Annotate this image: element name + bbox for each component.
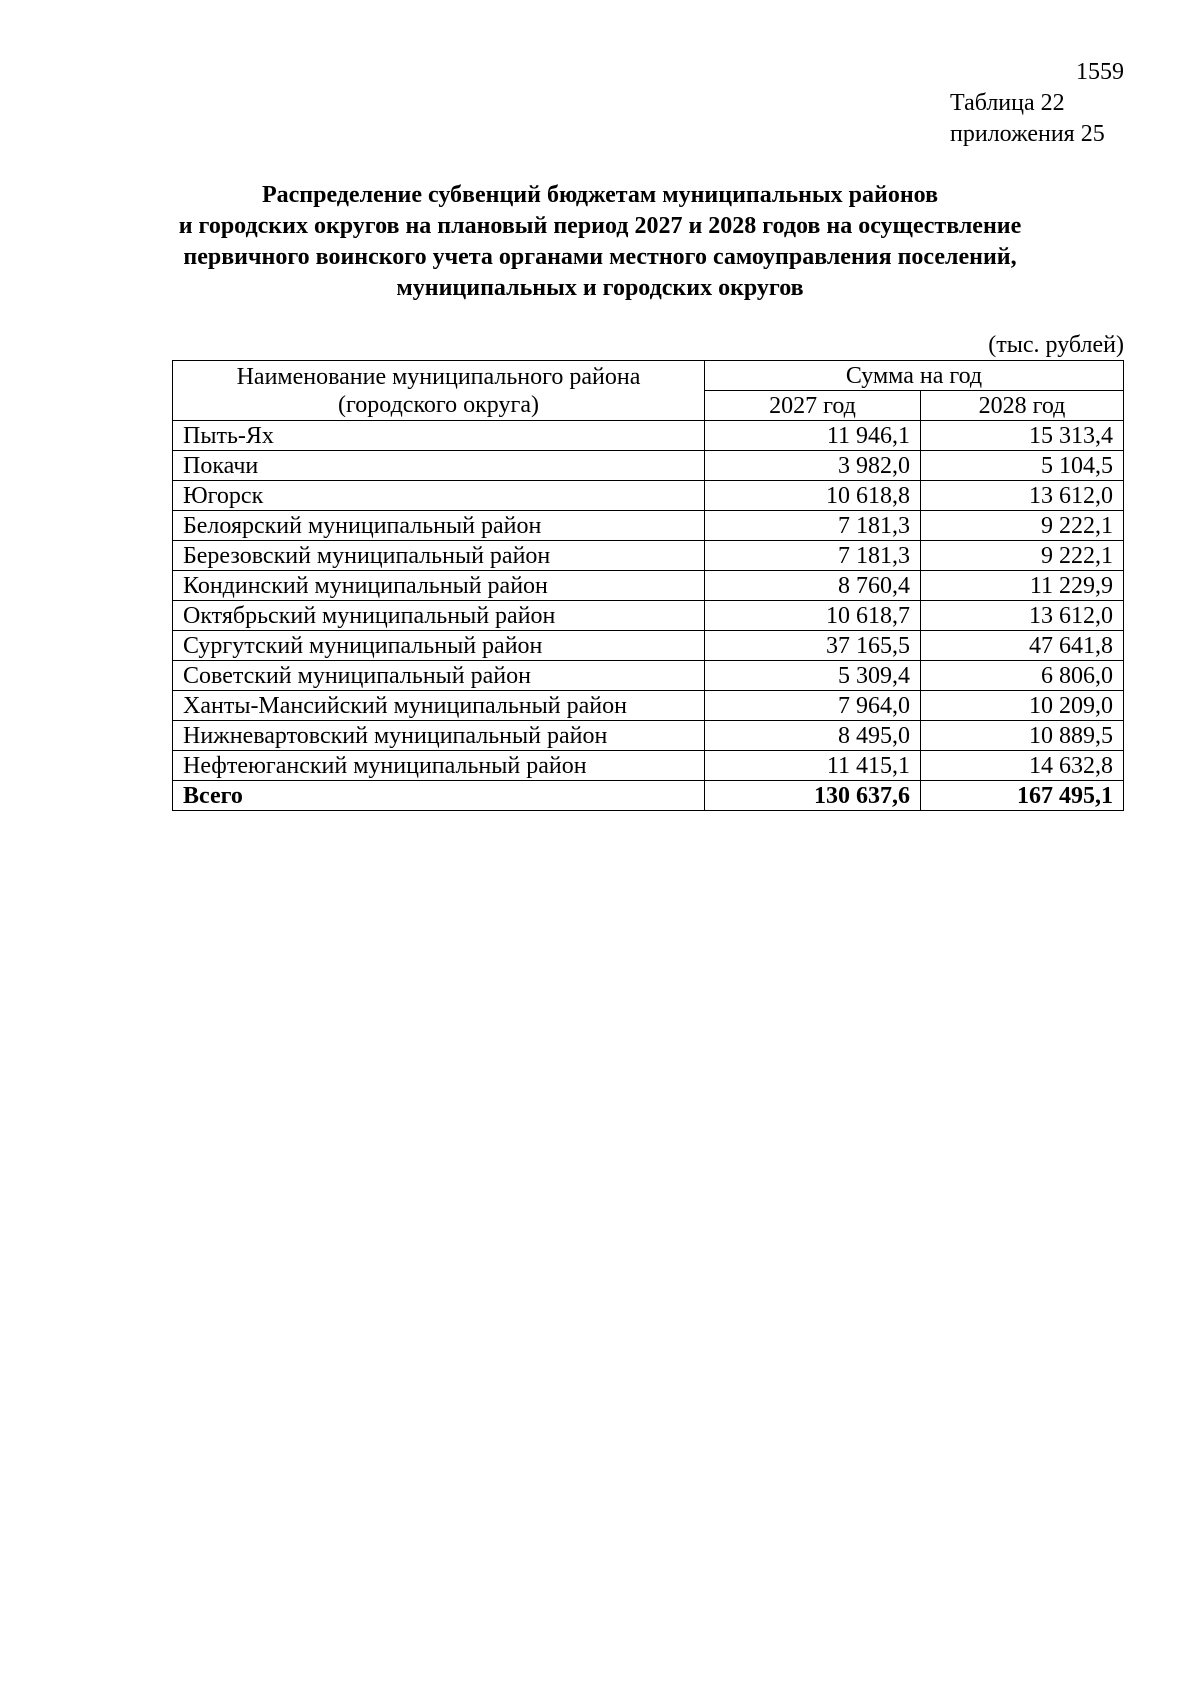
amount-2028: 15 313,4 [921,421,1124,451]
amount-2028: 10 889,5 [921,721,1124,751]
title-line2: и городских округов на плановый период 2027 и 2028 годов на осуществление [178,213,1022,239]
amount-2027: 5 309,4 [705,661,921,691]
title-line4: муниципальных и городских округов [396,275,804,301]
amount-2028: 5 104,5 [921,451,1124,481]
header-municipality [173,361,705,421]
header-sum-per-year: Сумма на год [705,361,1124,391]
municipality-name: Октябрьский муниципальный район [173,601,705,631]
municipality-name: Нижневартовский муниципальный район [173,721,705,751]
municipality-name: Нефтеюганский муниципальный район [173,751,705,781]
amount-2027: 10 618,7 [705,601,921,631]
table-row [173,601,1124,631]
amount-2027: 37 165,5 [705,631,921,661]
table-row-total [173,781,1124,811]
municipality-name: Березовский муниципальный район [173,541,705,571]
units-label: (тыс. рублей) [988,332,1124,358]
table-row [173,511,1124,541]
municipality-name: Советский муниципальный район [173,661,705,691]
amount-2028: 13 612,0 [921,481,1124,511]
municipality-name: Покачи [173,451,705,481]
amount-2027: 10 618,8 [705,481,921,511]
municipality-name: Белоярский муниципальный район [173,511,705,541]
municipality-name: Кондинский муниципальный район [173,571,705,601]
document-title [100,180,1100,304]
amount-2028: 13 612,0 [921,601,1124,631]
header-year-2028: 2028 год [921,391,1124,421]
amount-2028: 10 209,0 [921,691,1124,721]
header-municipality-line1: Наименование муниципального района [236,363,641,390]
amount-2027: 8 495,0 [705,721,921,751]
total-2027: 130 637,6 [705,781,921,811]
header-year-2027: 2027 год [705,391,921,421]
subvention-table [172,360,1124,811]
table-row [173,691,1124,721]
municipality-name: Пыть-Ях [173,421,705,451]
table-ref-line1: Таблица 22 [950,90,1065,116]
amount-2027: 11 946,1 [705,421,921,451]
title-line3: первичного воинского учета органами местного самоуправления поселений, [183,244,1017,270]
table-row [173,751,1124,781]
title-line1: Распределение субвенций бюджетам муниципальных районов [261,182,939,208]
header-municipality-line2: (городского округа) [338,391,539,418]
municipality-name: Ханты-Мансийский муниципальный район [173,691,705,721]
table-reference [950,88,1105,150]
amount-2028: 14 632,8 [921,751,1124,781]
amount-2028: 47 641,8 [921,631,1124,661]
table-row [173,631,1124,661]
total-label: Всего [173,781,705,811]
amount-2027: 7 964,0 [705,691,921,721]
amount-2027: 3 982,0 [705,451,921,481]
amount-2028: 9 222,1 [921,541,1124,571]
table-row [173,421,1124,451]
page-number: 1559 [1076,59,1124,85]
table-header [173,361,1124,421]
municipality-name: Сургутский муниципальный район [173,631,705,661]
total-2028: 167 495,1 [921,781,1124,811]
amount-2027: 7 181,3 [705,541,921,571]
municipality-name: Югорск [173,481,705,511]
table-row [173,721,1124,751]
table-row [173,661,1124,691]
amount-2027: 7 181,3 [705,511,921,541]
amount-2027: 8 760,4 [705,571,921,601]
table-row [173,481,1124,511]
amount-2028: 6 806,0 [921,661,1124,691]
table-row [173,451,1124,481]
amount-2028: 11 229,9 [921,571,1124,601]
amount-2027: 11 415,1 [705,751,921,781]
table-row [173,541,1124,571]
table-row [173,571,1124,601]
table-ref-line2: приложения 25 [950,121,1105,147]
table-body [173,421,1124,811]
amount-2028: 9 222,1 [921,511,1124,541]
